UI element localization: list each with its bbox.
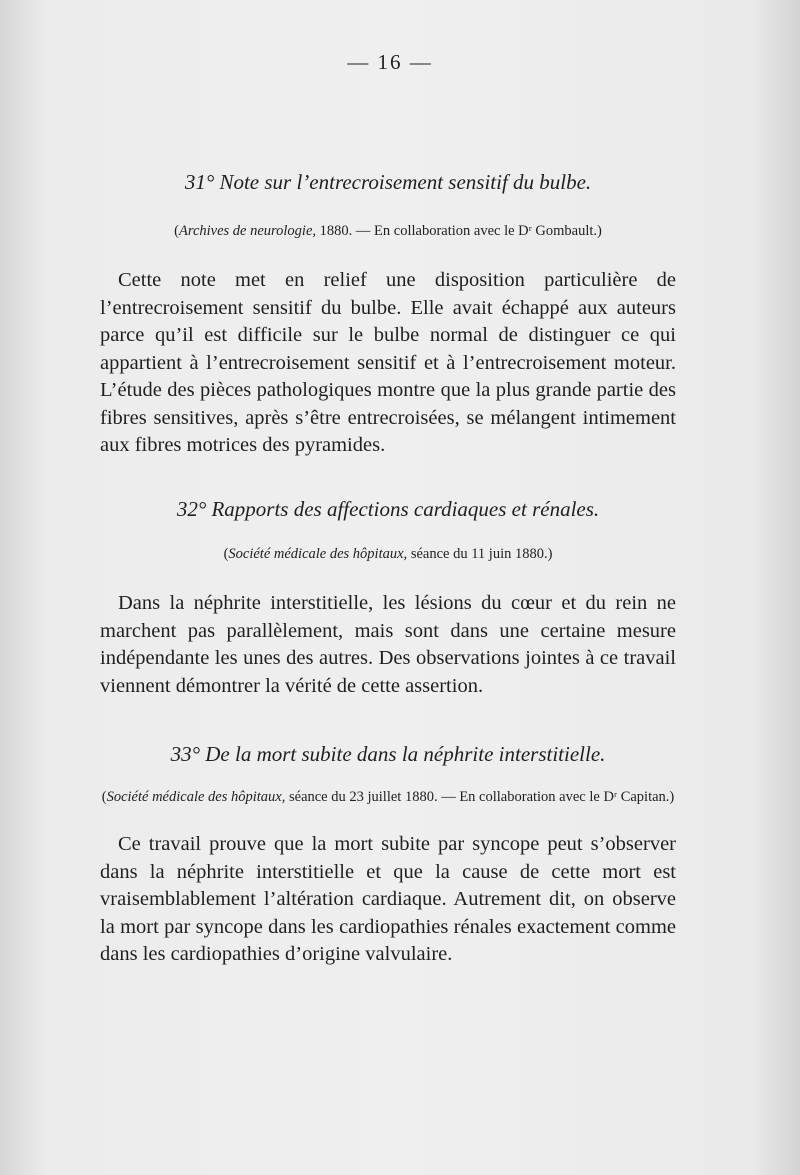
section-32 xyxy=(100,497,676,700)
section-heading: 31° Note sur l’entrecroisement sensitif du bulbe. xyxy=(184,170,592,194)
section-body: Ce travail prouve que la mort subite par syncope peut s’observer dans la néphrite interstitielle et que la cause de cette mort est vraisemblablement l’altération cardiaque. Autrement dit, on observe la mort par syncope dans les cardiopathies rénales exactement comme dans les cardiopathies d’origine valvulaire. xyxy=(100,833,676,965)
section-33 xyxy=(100,742,676,969)
section-heading: 33° De la mort subite dans la néphrite interstitielle. xyxy=(170,742,606,766)
citation-source: Société médicale des hôpitaux, xyxy=(106,789,286,805)
section-citation xyxy=(100,787,676,807)
citation-open: ( xyxy=(174,223,179,239)
citation-source: Archives de neurologie, xyxy=(178,223,317,239)
citation-source: Société médicale des hôpitaux, xyxy=(228,546,408,562)
citation-details: séance du 11 juin 1880.) xyxy=(407,546,553,562)
section-citation xyxy=(100,544,676,564)
page-number: — 16 — xyxy=(347,50,433,74)
section-citation xyxy=(100,221,676,241)
citation-open: ( xyxy=(101,789,107,805)
section-body: Cette note met en relief une disposition particulière de l’entrecroisement sensitif du bulbe. Elle avait échappé aux auteurs parce qu’il est difficile sur le bulbe normal de distinguer ce qui appartient à l’entrecroisement sensitif et à l’entrecroisement moteur. L’étude des pièces pathologiques montre que la plus grande partie des fibres sensitives, après s’être entrecroisées, se mélangent intimement aux fibres motrices des pyramides. xyxy=(100,269,676,456)
citation-details: séance du 23 juillet 1880. — En collaboration avec le Dʳ Capitan.) xyxy=(285,789,675,805)
citation-details: 1880. — En collaboration avec le Dʳ Gombault.) xyxy=(316,223,602,239)
section-31 xyxy=(100,170,676,460)
section-heading: 32° Rapports des affections cardiaques et rénales. xyxy=(176,497,600,521)
citation-open: ( xyxy=(223,546,229,562)
section-body: Dans la néphrite interstitielle, les lésions du cœur et du rein ne marchent pas parallèlement, mais sont dans une certaine mesure indépendante les unes des autres. Des observations jointes à ce travail viennent démontrer la vérité de cette assertion. xyxy=(100,592,676,697)
